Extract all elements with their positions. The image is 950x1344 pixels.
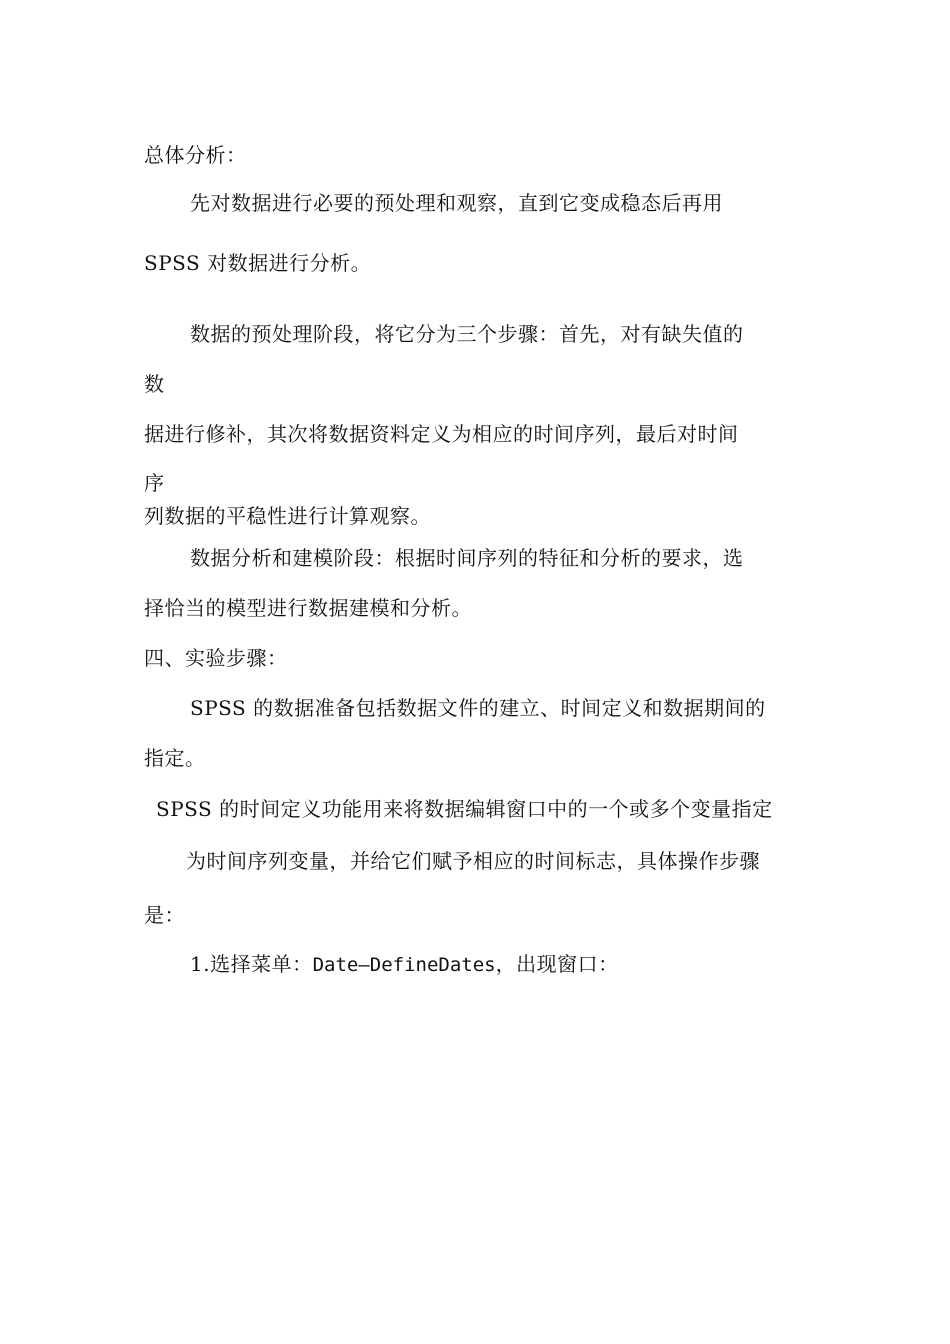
- paragraph-2-line-5: 列数据的平稳性进行计算观察。: [144, 504, 431, 528]
- paragraph-3-line-2: 择恰当的模型进行数据建模和分析。: [144, 596, 472, 620]
- paragraph-1-line-1: 先对数据进行必要的预处理和观察，直到它变成稳态后再用: [190, 191, 723, 215]
- paragraph-2-line-1: 数据的预处理阶段，将它分为三个步骤：首先，对有缺失值的: [190, 322, 744, 346]
- paragraph-5-line-1: SPSS 的时间定义功能用来将数据编辑窗口中的一个或多个变量指定: [156, 797, 773, 821]
- paragraph-2-line-3: 据进行修补，其次将数据资料定义为相应的时间序列，最后对时间: [144, 422, 739, 446]
- paragraph-5-line-2: 为时间序列变量，并给它们赋予相应的时间标志，具体操作步骤: [186, 849, 760, 873]
- step-1-menu-path: Date—DefineDates: [312, 954, 496, 976]
- step-1-line: [190, 951, 619, 978]
- paragraph-4-line-2: 指定。: [144, 746, 206, 770]
- paragraph-2-line-2: 数: [144, 372, 165, 396]
- paragraph-4-line-1: SPSS 的数据准备包括数据文件的建立、时间定义和数据期间的: [190, 696, 766, 720]
- paragraph-2-line-4: 序: [144, 471, 165, 495]
- step-1-suffix: ，出现窗口：: [495, 952, 619, 976]
- step-1-prefix: 1.选择菜单：: [190, 952, 313, 976]
- paragraph-5-line-3: 是：: [144, 903, 185, 927]
- heading-overall-analysis: 总体分析：: [144, 143, 247, 167]
- heading-experiment-steps: 四、实验步骤：: [144, 646, 288, 670]
- paragraph-3-line-1: 数据分析和建模阶段：根据时间序列的特征和分析的要求，选: [190, 546, 744, 570]
- paragraph-1-line-2: SPSS 对数据进行分析。: [144, 251, 372, 275]
